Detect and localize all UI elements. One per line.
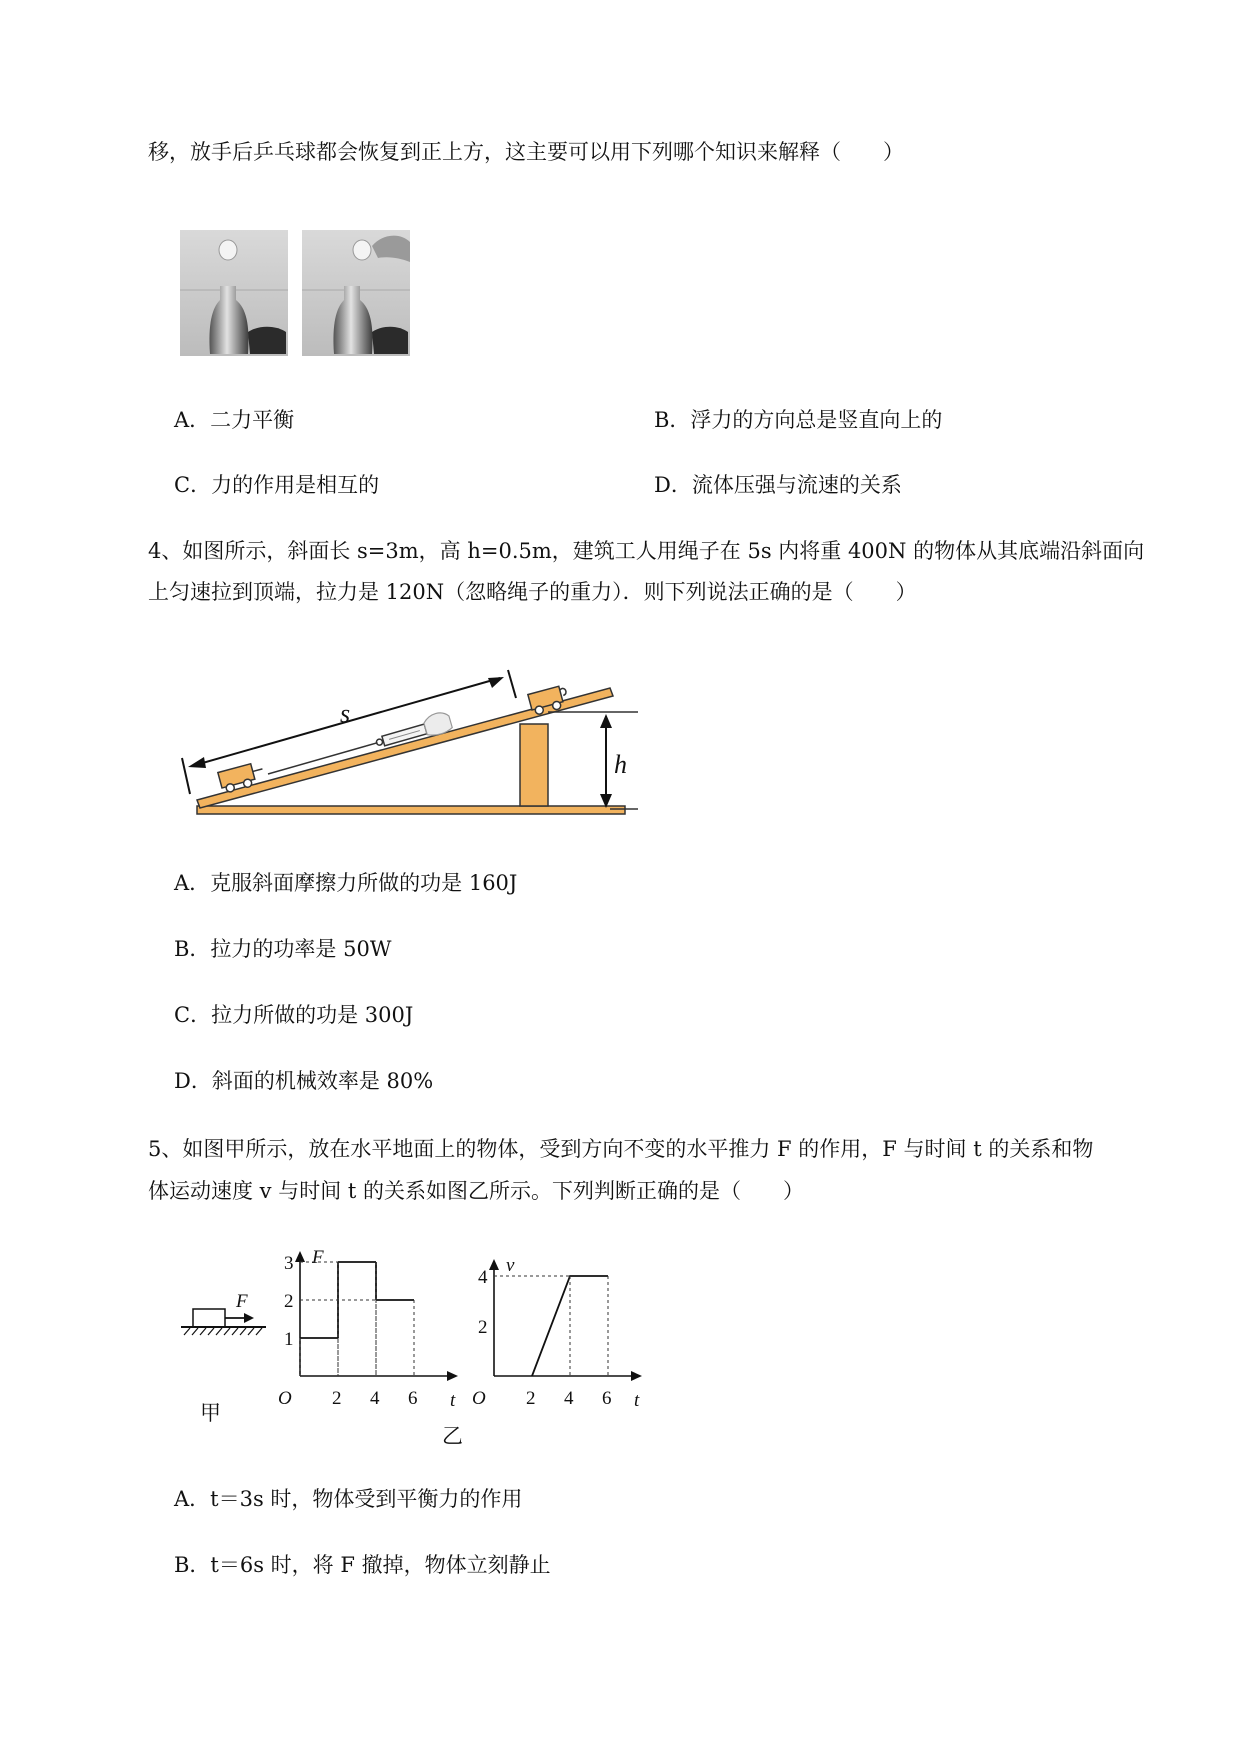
q4-option-a: A．克服斜面摩擦力所做的功是 160J xyxy=(174,871,518,895)
photo-panel-right xyxy=(302,230,410,356)
x-axis-label: t xyxy=(634,1390,640,1411)
q4-option-b: B．拉力的功率是 50W xyxy=(174,937,392,961)
s-label: s xyxy=(340,699,351,728)
x-tick-label: 2 xyxy=(526,1388,536,1409)
origin-label: O xyxy=(472,1388,486,1409)
label-jia: 甲 xyxy=(200,1401,221,1425)
h-label: h xyxy=(614,750,627,779)
x-axis-label: t xyxy=(450,1390,456,1411)
q4-incline-figure xyxy=(170,650,650,825)
x-tick-label: 4 xyxy=(370,1388,380,1409)
q3-option-b: B．浮力的方向总是竖直向上的 xyxy=(654,408,943,432)
photo-panel-left xyxy=(180,230,288,356)
q5-text-line1: 5、如图甲所示，放在水平地面上的物体，受到方向不变的水平推力 F 的作用，F 与时间 t 的关系和物 xyxy=(148,1137,1094,1161)
label-yi: 乙 xyxy=(442,1424,463,1448)
x-tick-label: 6 xyxy=(602,1388,612,1409)
support-post xyxy=(520,724,548,806)
q3-photo-figure xyxy=(178,228,418,358)
y-tick-label: 1 xyxy=(284,1329,294,1350)
figure-jia xyxy=(181,1291,266,1425)
q5-option-a: A．t＝3s 时，物体受到平衡力的作用 xyxy=(174,1487,523,1511)
ground-board xyxy=(197,806,625,814)
q3-text-continued: 移，放手后乒乓球都会恢复到正上方，这主要可以用下列哪个知识来解释（ ） xyxy=(148,140,904,164)
q4-text-line2: 上匀速拉到顶端，拉力是 120N（忽略绳子的重力）．则下列说法正确的是（ ） xyxy=(148,580,917,604)
y-axis-label: F xyxy=(312,1247,324,1268)
h-arrow xyxy=(600,714,612,808)
q4-option-c: C．拉力所做的功是 300J xyxy=(174,1003,414,1027)
q5-text-line2: 体运动速度 v 与时间 t 的关系如图乙所示。下列判断正确的是（ ） xyxy=(148,1179,805,1203)
x-tick-label: 2 xyxy=(332,1388,342,1409)
origin-label: O xyxy=(278,1388,292,1409)
q3-option-c: C．力的作用是相互的 xyxy=(174,473,380,497)
y-axis-arrow xyxy=(489,1259,499,1270)
chart-velocity-time xyxy=(472,1255,642,1411)
y-tick-label: 4 xyxy=(478,1267,488,1288)
x-axis-arrow xyxy=(631,1371,642,1381)
q4-option-d: D．斜面的机械效率是 80% xyxy=(174,1069,434,1093)
y-tick-label: 3 xyxy=(284,1253,294,1274)
x-tick-label: 6 xyxy=(408,1388,418,1409)
x-tick-label: 4 xyxy=(564,1388,574,1409)
force-arrow-label: F xyxy=(236,1291,248,1312)
y-axis-arrow xyxy=(295,1251,305,1262)
q3-option-a: A．二力平衡 xyxy=(174,408,295,432)
q3-option-d: D．流体压强与流速的关系 xyxy=(654,473,902,497)
q5-figure xyxy=(178,1245,658,1450)
x-axis-arrow xyxy=(447,1371,458,1381)
y-tick-label: 2 xyxy=(284,1291,294,1312)
chart-force-time xyxy=(278,1247,458,1411)
q4-text-line1: 4、如图所示，斜面长 s=3m，高 h=0.5m，建筑工人用绳子在 5s 内将重 400N 的物体从其底端沿斜面向 xyxy=(148,539,1145,563)
y-axis-label: v xyxy=(506,1255,515,1276)
y-tick-label: 2 xyxy=(478,1317,488,1338)
q5-option-b: B．t＝6s 时，将 F 撤掉，物体立刻静止 xyxy=(174,1553,551,1577)
